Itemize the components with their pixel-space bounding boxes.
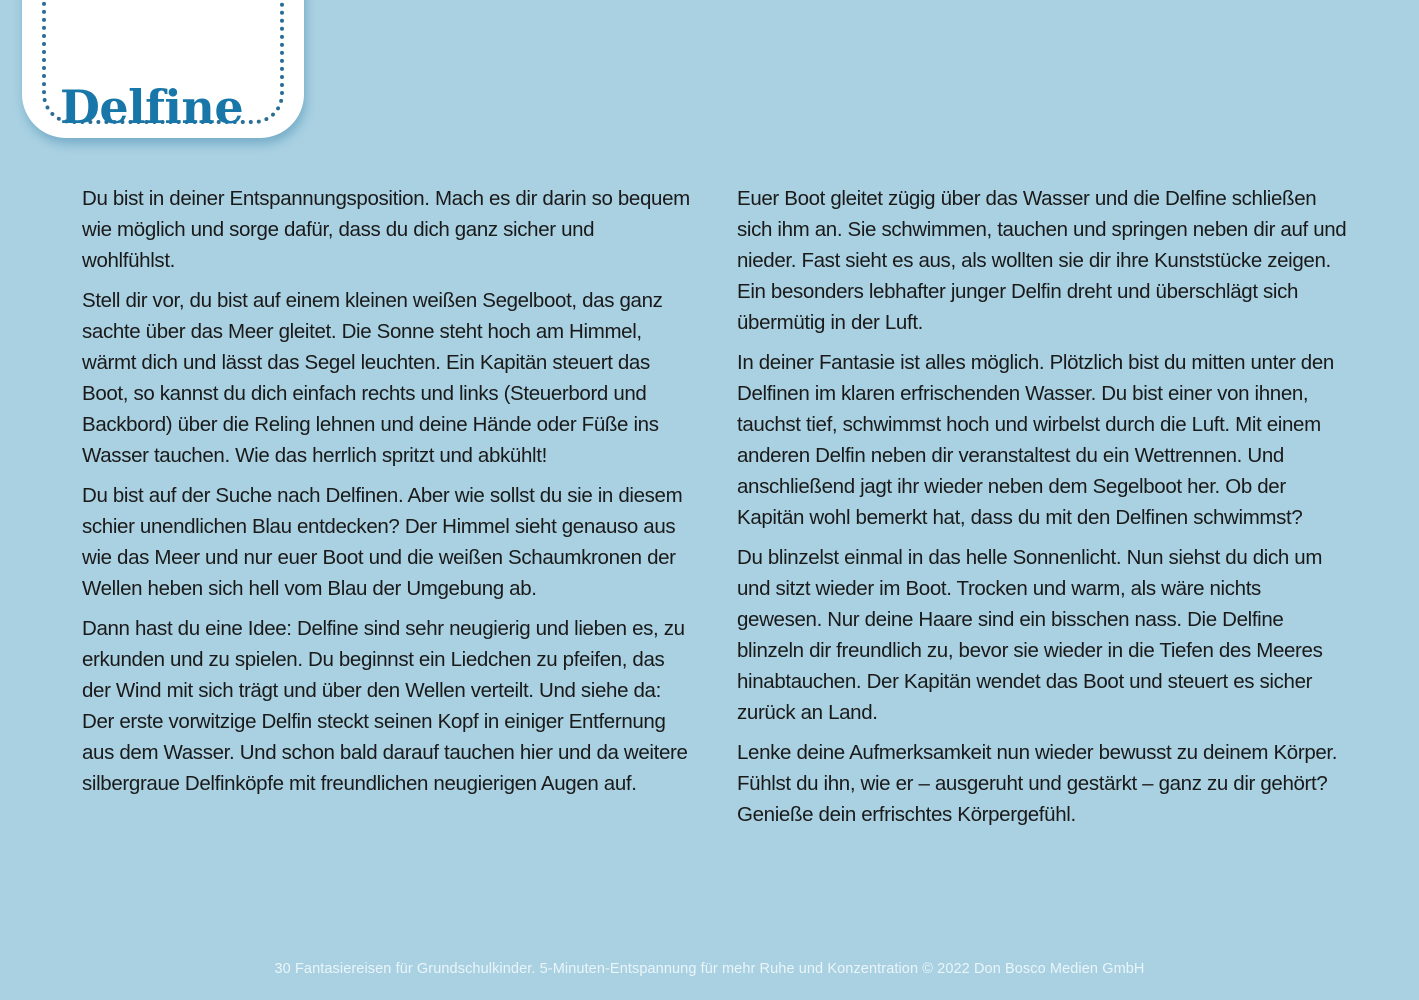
paragraph: Lenke deine Aufmerksamkeit nun wieder bewusst zu deinem Körper. Fühlst du ihn, wie er – ausgeruht und gestärkt – ganz zu dir gehört? Genieße dein erfrischtes Körpergefühl. — [737, 741, 1338, 826]
paragraph: Du blinzelst einmal in das helle Sonnenlicht. Nun siehst du dich um und sitzt wieder im Boot. Trocken und warm, als wäre nichts gewesen. Nur deine Haare sind ein bisschen nass. Die Delfine blinzeln dir freundlich zu, bevor sie wieder in die Tiefen des Meeres hinabtauchen. Der Kapitän wendet das Boot und steuert es sicher zurück an Land. — [737, 546, 1323, 724]
paragraph: Du bist auf der Suche nach Delfinen. Aber wie sollst du sie in diesem schier unendlichen Blau entdecken? Der Himmel sieht genauso aus wie das Meer und nur euer Boot und die weißen Schaumkronen der Wellen heben sich hell vom Blau der Umgebung ab. — [82, 484, 683, 600]
right-column — [737, 183, 1347, 839]
paragraph: In deiner Fantasie ist alles möglich. Plötzlich bist du mitten unter den Delfinen im klaren erfrischenden Wasser. Du bist einer von ihnen, tauchst tief, schwimmst hoch und wirbelst durch die Luft. Mit einem anderen Delfin neben dir veranstaltest du ein Wettrennen. Und anschließend jagt ihr wieder neben dem Segelboot her. Ob der Kapitän wohl bemerkt hat, dass du mit den Delfinen schwimmst? — [737, 351, 1334, 529]
paragraph: Euer Boot gleitet zügig über das Wasser und die Delfine schließen sich ihm an. Sie schwimmen, tauchen und springen neben dir auf und nieder. Fast sieht es aus, als wollten sie dir ihre Kunststücke zeigen. Ein besonders lebhafter junger Delfin dreht und überschlägt sich übermütig in der Luft. — [737, 187, 1347, 334]
paragraph: Stell dir vor, du bist auf einem kleinen weißen Segelboot, das ganz sachte über das Meer gleitet. Die Sonne steht hoch am Himmel, wärmt dich und lässt das Segel leuchten. Ein Kapitän steuert das Boot, so kannst du dich einfach rechts und links (Steuerbord und Backbord) über die Reling lehnen und deine Hände oder Füße ins Wasser tauchen. Wie das herrlich spritzt und abkühlt! — [82, 289, 663, 467]
paragraph: Du bist in deiner Entspannungsposition. Mach es dir darin so bequem wie möglich und sorge dafür, dass du dich ganz sicher und wohlfühlst. — [82, 187, 690, 272]
footer-copyright: 30 Fantasiereisen für Grundschulkinder. 5-Minuten-Entspannung für mehr Ruhe und Konzentration © 2022 Don Bosco Medien GmbH — [274, 961, 1145, 977]
page-title: Delfine — [60, 80, 244, 134]
paragraph: Dann hast du eine Idee: Delfine sind sehr neugierig und lieben es, zu erkunden und zu spielen. Du beginnst ein Liedchen zu pfeifen, das der Wind mit sich trägt und über den Wellen verteilt. Und siehe da: Der erste vorwitzige Delfin steckt seinen Kopf in einiger Entfernung aus dem Wasser. Und schon bald darauf tauchen hier und da weitere silbergraue Delfinköpfe mit freundlichen neugierigen Augen auf. — [82, 617, 688, 795]
left-column — [82, 183, 692, 808]
